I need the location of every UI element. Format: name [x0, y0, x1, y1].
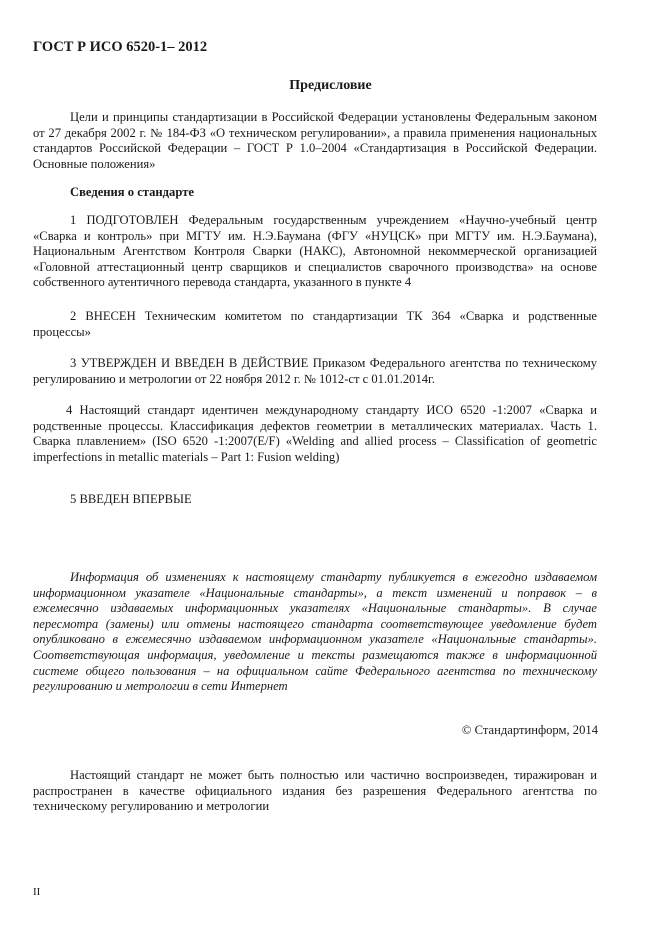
- change-info-notice: Информация об изменениях к настоящему стандарту публикуется в ежегодно издаваемом информационном указателе «Национальные стандарты», а текст изменений и поправок – в ежемесячно издаваемых информационных указателях «Национальные стандарты». В случае пересмотра (замены) или отмены настоящего стандарта соответствующее уведомление будет опубликовано в ежемесячно издаваемом информационном указателе «Национальные стандарты». Соответствующая информация, уведомление и тексты размещаются также в информационной системе общего пользования – на официальном сайте Федерального агентства по техническому регулированию и метрологии в сети Интернет: [33, 570, 597, 694]
- document-header: ГОСТ Р ИСО 6520-1– 2012: [33, 39, 208, 55]
- item-3-approved: 3 УТВЕРЖДЕН И ВВЕДЕН В ДЕЙСТВИЕ Приказом Федерального агентства по техническому регулированию и метрологии от 22 ноября 2012 г. № 1012-ст с 01.01.2014г.: [33, 356, 597, 386]
- reproduction-notice: Настоящий стандарт не может быть полностью или частично воспроизведен, тиражирован и распространен в качестве официального издания без разрешения Федерального агентства по техническому регулированию и метрологии: [33, 768, 597, 814]
- page-number: II: [33, 886, 41, 898]
- page-title: Предисловие: [289, 78, 372, 93]
- item-2-introduced: 2 ВНЕСЕН Техническим комитетом по стандартизации ТК 364 «Сварка и родственные процессы»: [33, 309, 597, 339]
- item-1-prepared: 1 ПОДГОТОВЛЕН Федеральным государственным учреждением «Научно-учебный центр «Сварка и контроль» при МГТУ им. Н.Э.Баумана (ФГУ «НУЦСК» при МГТУ им. Н.Э.Баумана), Национальным Агентством Контроля Сварки (НАКС), Автономной некоммерческой организацией «Головной аттестационный центр сварщиков и специалистов сварочного производства» на основе собственного аутентичного перевода стандарта, указанного в пункте 4: [33, 213, 597, 290]
- copyright-line: © Стандартинформ, 2014: [461, 723, 598, 737]
- item-4-identical: 4 Настоящий стандарт идентичен международному стандарту ИСО 6520 -1:2007 «Сварка и родственные процессы. Классификация дефектов геометрии в металлических материалах. Часть 1. Сварка плавлением» (ISO 6520 -1:2007(E/F) «Welding and allied process – Classification of geometric imperfections in metallic materials – Part 1: Fusion welding): [33, 403, 597, 464]
- item-5-first-time: 5 ВВЕДЕН ВПЕРВЫЕ: [70, 492, 192, 506]
- standard-info-heading: Сведения о стандарте: [70, 185, 194, 199]
- intro-paragraph: Цели и принципы стандартизации в Российской Федерации установлены Федеральным законом от 27 декабря 2002 г. № 184-ФЗ «О техническом регулировании», а правила применения национальных стандартов Российской Федерации – ГОСТ Р 1.0–2004 «Стандартизация в Российской Федерации. Основные положения»: [33, 110, 597, 171]
